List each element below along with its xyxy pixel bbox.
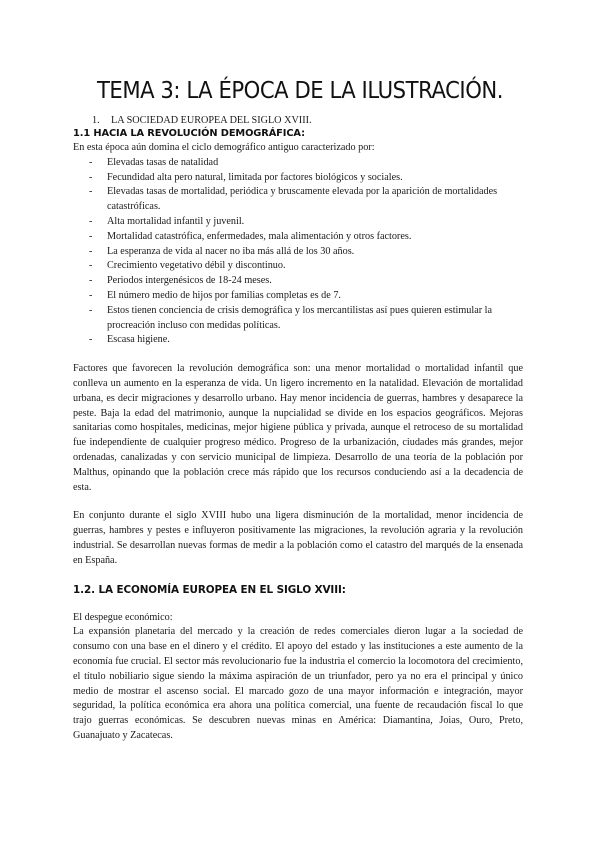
list-item [73, 304, 523, 334]
list-item [73, 185, 523, 215]
bullet-dash: - [89, 334, 93, 346]
list-item-text: Escasa higiene. [107, 334, 170, 346]
page-title: TEMA 3: LA ÉPOCA DE LA ILUSTRACIÓN. [96, 78, 504, 104]
section-1-1-heading: 1.1 HACIA LA REVOLUCIÓN DEMOGRÁFICA: [73, 128, 305, 139]
list-item [73, 289, 523, 304]
bullet-dash: - [89, 156, 93, 168]
section-1-2-heading: 1.2. LA ECONOMÍA EUROPEA EN EL SIGLO XVIII: [73, 583, 346, 596]
list-item [73, 259, 523, 274]
list-item-text: Estos tienen conciencia de crisis demográfica y los mercantilistas así pues quieren estimular la procreación incluso con medidas políticas. [107, 304, 493, 331]
demographic-factors-paragraph: Factores que favorecen la revolución demográfica son: una menor mortalidad o mortalidad infantil que conlleva un aumento en la esperanza de vida. Un ligero incremento en la natalidad. Elevación de mortalidad urbana, es decir migraciones y desarrollo urbano. Hay menor incidencia de guerras, hambres y desaparece la peste. Baja la edad del matrimonio, aunque la nupcialidad se divide en los espacios geográficos. Mejoras sanitarias como hospitales, medicinas, mejor higiene pública y privada, aunque el retroceso de su mortalidad fue independiente de cualquier progreso médico. Progreso de la urbanización, ciudades más grandes, mejor ordenadas, canalizadas y con servicio municipal de limpieza. Desarrollo de una teoría de la población por Malthus, opinando que la población crece más rápido que los recursos conduciendo así a la decadencia de esta. [73, 363, 523, 493]
bullet-dash: - [89, 171, 93, 183]
list-item-text: Crecimiento vegetativo débil y discontinuo. [107, 260, 286, 272]
bullet-dash: - [89, 275, 93, 287]
eighteenth-century-summary-paragraph: En conjunto durante el siglo XVIII hubo una ligera disminución de la mortalidad, menor incidencia de guerras, hambres y pestes e influyeron positivamente las migraciones, la revolución agraria y la revolución industrial. Se desarrollan nuevas formas de medir a la población como el catastro del marqués de la ensenada en España. [73, 510, 523, 566]
document-body [73, 114, 523, 744]
list-item-text: Mortalidad catastrófica, enfermedades, mala alimentación y otros factores. [107, 230, 412, 242]
list-item [73, 274, 523, 289]
bullet-dash: - [89, 215, 93, 227]
list-item [73, 215, 523, 230]
economic-takeoff-subtitle: El despegue económico: [73, 611, 173, 623]
bullet-dash: - [89, 245, 93, 257]
list-item-text: La esperanza de vida al nacer no iba más allá de los 30 años. [107, 245, 355, 257]
section-1-label: LA SOCIEDAD EUROPEA DEL SIGLO XVIII. [111, 115, 312, 126]
bullet-dash: - [89, 260, 93, 272]
list-item-text: Alta mortalidad infantil y juvenil. [107, 215, 245, 227]
bullet-dash: - [89, 304, 93, 316]
list-item-text: Fecundidad alta pero natural, limitada por factores biológicos y sociales. [107, 171, 403, 183]
list-item-text: Elevadas tasas de natalidad [107, 156, 219, 168]
list-item [73, 171, 523, 186]
section-1-heading [73, 114, 523, 127]
characteristics-list [73, 156, 523, 348]
bullet-dash: - [89, 289, 93, 301]
list-item [73, 245, 523, 260]
bullet-dash: - [89, 230, 93, 242]
list-item-text: El número medio de hijos por familias completas es de 7. [107, 289, 341, 301]
economy-paragraph: La expansión planetaria del mercado y la creación de redes comerciales dieron lugar a la sociedad de consumo con una base en el dinero y el crédito. El apoyo del estado y las instituciones a este aumento de la economía fue crucial. El sector más revolucionario fue la industria el comercio la locomotora del crecimiento, el título nobiliario sigue siendo la máxima aspiración de un triunfador, pero ya no era el principal y único medio de mostrar el ascenso social. El marcado gozo de una mayor información e integración, mayor seguridad, la política económica era ahora una política comercial, una fuente de recaudación fiscal lo que trajo guerras económicas. Se descubren nuevas minas en América: Diamantina, Joias, Ouro, Preto, Guanajuato y Zacatecas. [73, 626, 523, 741]
section-1-number: 1. [92, 115, 100, 126]
list-item-text: Periodos intergenésicos de 18-24 meses. [107, 275, 272, 287]
list-item [73, 333, 523, 348]
section-1-1-intro: En esta época aún domina el ciclo demográfico antiguo caracterizado por: [73, 142, 375, 153]
list-item-text: Elevadas tasas de mortalidad, periódica y bruscamente elevada por la aparición de mortalidades catastróficas. [107, 186, 498, 213]
list-item [73, 230, 523, 245]
list-item [73, 156, 523, 171]
bullet-dash: - [89, 186, 93, 198]
